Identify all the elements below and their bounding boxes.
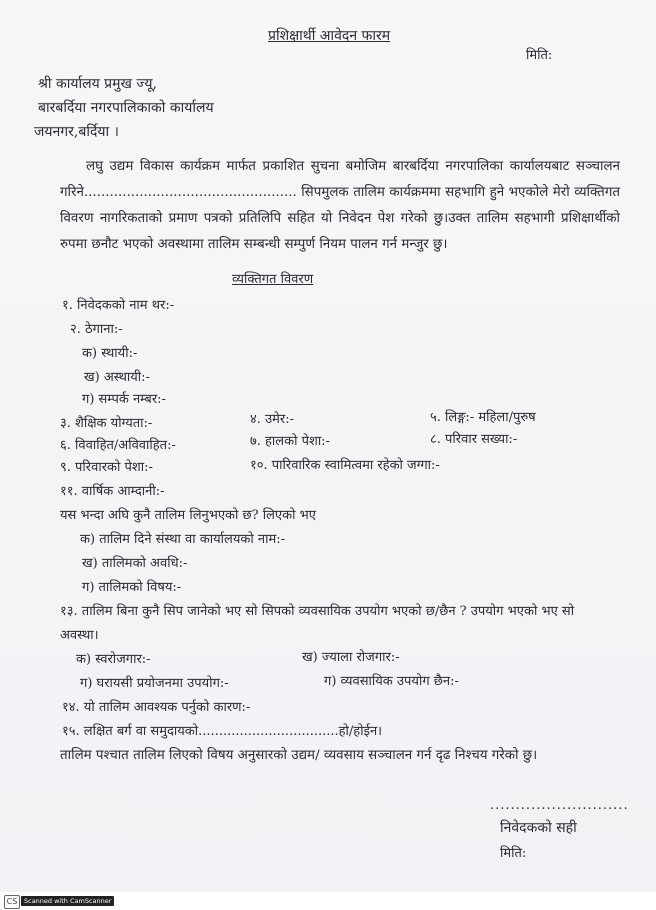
field-gender: ५. लिङ्ग:- महिला/पुरुष — [430, 410, 536, 425]
address-line-3: जयनगर,बर्दिया । — [34, 124, 119, 140]
field-skill-use-question: १३. तालिम बिना कुनै सिप जानेको भए सो सिपको व्यवसायिक उपयोग भएको छ/छैन ? उपयोग भएको भए सो — [60, 604, 575, 619]
field-previous-training: यस भन्दा अघि कुनै तालिम लिनुभएको छ? लिएको भए — [60, 508, 316, 523]
camscanner-watermark: Scanned with CamScanner — [21, 896, 114, 906]
field-training-duration: ख) तालिमको अवधि:- — [82, 556, 188, 571]
field-applicant-name: १. निवेदकको नाम थर:- — [62, 298, 175, 313]
field-family-occupation: ९. परिवारको पेशा:- — [60, 460, 153, 475]
date-label-top: मिति: — [526, 48, 553, 63]
field-marital-status: ६. विवाहित/अविवाहित:- — [60, 438, 176, 453]
field-address-temporary: ख) अस्थायी:- — [84, 370, 150, 385]
signature-label: निवेदकको सही — [500, 820, 577, 836]
declaration-text: तालिम पश्चात तालिम लिएको विषय अनुसारको उद्यम/ व्यवसाय सञ्चालन गर्न दृढ निश्चय गरेको छु। — [60, 748, 538, 763]
signature-line: ........................... — [490, 798, 629, 813]
field-household-use: ग) घरायसी प्रयोजनमा उपयोग:- — [80, 676, 229, 691]
form-title: प्रशिक्षार्थी आवेदन फारम — [268, 28, 391, 44]
field-wage-employment: ख) ज्याला रोजगार:- — [302, 650, 400, 665]
field-annual-income: ११. वार्षिक आम्दानी:- — [60, 484, 165, 499]
section-title: व्यक्तिगत विवरण — [232, 272, 314, 287]
field-target-group: १५. लक्षित बर्ग वा समुदायको..................................हो/होईन। — [62, 724, 383, 739]
field-training-reason: १४. यो तालिम आवश्यक पर्नुको कारण:- — [62, 700, 251, 715]
address-line-2: बारबर्दिया नगरपालिकाको कार्यालय — [38, 100, 214, 116]
signature-date-label: मिति: — [500, 846, 527, 861]
field-family-land: १०. पारिवारिक स्वामित्वमा रहेको जग्गा:- — [250, 458, 440, 473]
address-line-1: श्री कार्यालय प्रमुख ज्यू, — [38, 76, 157, 92]
field-training-institution: क) तालिम दिने संस्था वा कार्यालयको नाम:- — [80, 532, 286, 547]
field-age: ४. उमेर:- — [250, 412, 295, 427]
field-skill-use-question-cont: अवस्था। — [60, 628, 99, 643]
field-address-permanent: क) स्थायी:- — [82, 346, 138, 361]
field-address: २. ठेगाना:- — [70, 322, 123, 337]
field-family-size: ८. परिवार सख्या:- — [430, 432, 518, 447]
camscanner-logo-icon: CS — [4, 895, 20, 909]
field-current-occupation: ७. हालको पेशा:- — [250, 434, 330, 449]
field-no-business-use: ग) व्यवसायिक उपयोग छैन:- — [324, 674, 459, 689]
field-contact-number: ग) सम्पर्क नम्बर:- — [82, 392, 166, 407]
field-education: ३. शैक्षिक योग्यता:- — [60, 416, 153, 431]
field-self-employment: क) स्वरोजगार:- — [76, 652, 151, 667]
field-training-subject: ग) तालिमको विषय:- — [82, 580, 182, 595]
body-paragraph: लघु उद्यम विकास कार्यक्रम मार्फत प्रकाशित सुचना बमोजिम बारबर्दिया नगरपालिका कार्यालयबाट सञ्चालन गरिने.................................................. सिपमुलक तालिम कार्यक्रममा सहभागि हुने भएकोले मेरो व्यक्तिगत विवरण नागरिकताको प्रमाण पत्रको प्रतिलिपि सहित यो निवेदन पेश गरेको छु।उक्त तालिम सहभागी प्रशिक्षार्थीको रुपमा छनौट भएको अवस्थामा तालिम सम्बन्धी सम्पुर्ण नियम पालन गर्न मन्जुर छु। — [60, 159, 620, 252]
